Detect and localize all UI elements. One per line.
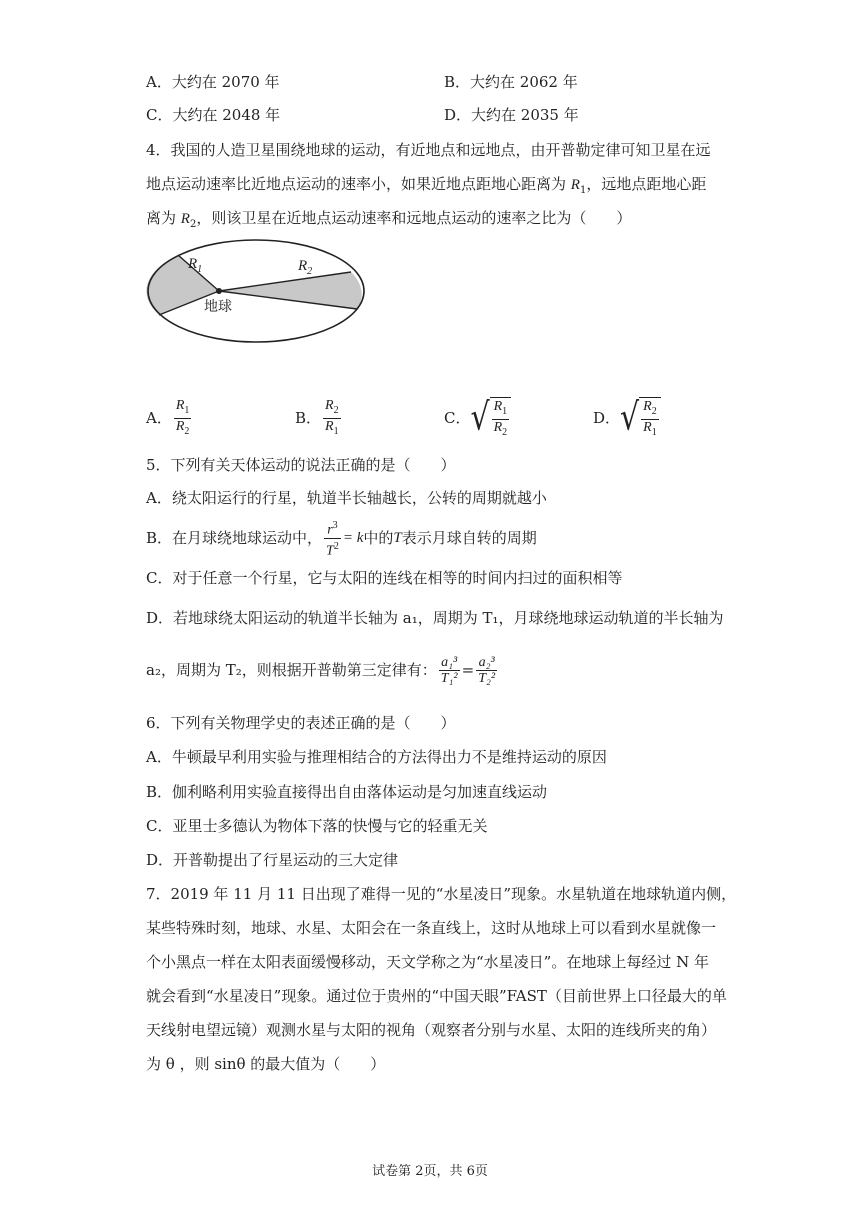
q4-stem-line2: 地点运动速率比近地点运动的速率小，如果近地点距地心距离为 $R_1$，远地点距地心距 xyxy=(146,175,707,196)
q6-stem: 6．下列有关物理学史的表述正确的是（ ） xyxy=(146,714,456,732)
q5-option-d-line2: a₂，周期为 T₂，则根据开普勒第三定律有： $\frac{\text{a₁³}}{\text{T₁²}}$ = $\frac{\text{a₂³}}{\text{T₂²}}$ xyxy=(146,654,496,686)
q5-option-c: C．对于任意一个行星，它与太阳的连线在相等的时间内扫过的面积相等 xyxy=(146,569,623,587)
q7-stem-line6: 为 θ ，则 sinθ 的最大值为（ ） xyxy=(146,1055,386,1073)
diagram-label-r2: $R_2$ xyxy=(298,258,313,277)
q3-option-c: C．大约在 2048 年 xyxy=(146,106,281,124)
sqrt-sign: √ $\frac{R_2}{R_1}$ xyxy=(620,397,661,440)
q3-option-b: B．大约在 2062 年 xyxy=(444,73,578,91)
q6-option-c: C．亚里士多德认为物体下落的快慢与它的轻重无关 xyxy=(146,817,488,835)
q4-option-c: C． √ $\frac{R_1}{R_2}$ xyxy=(444,398,511,438)
q4-stem-line3: 离为 $R_2$，则该卫星在近地点运动速率和远地点运动的速率之比为（ ） xyxy=(146,209,632,230)
q6-option-d: D．开普勒提出了行星运动的三大定律 xyxy=(146,851,399,869)
sqrt-sign: √ $\frac{R_1}{R_2}$ xyxy=(470,397,511,440)
q7-stem-line5: 天线射电望远镜）观测水星与太阳的视角（观察者分别与水星、太阳的连线所夹的角） xyxy=(146,1021,717,1039)
q7-stem-line2: 某些特殊时刻，地球、水星、太阳会在一条直线上，这时从地球上可以看到水星就像一 xyxy=(146,919,717,937)
q5-option-b: B．在月球绕地球运动中， $\frac{r^3}{T^2}$ = k 中的 T 表示月球自转的周期 xyxy=(146,519,537,559)
page-footer: 试卷第 2页，共 6页 xyxy=(372,1164,488,1179)
q3-option-a: A．大约在 2070 年 xyxy=(146,73,280,91)
earth-point xyxy=(216,288,222,294)
orbit-diagram xyxy=(146,236,366,348)
q6-option-a: A．牛顿最早利用实验与推理相结合的方法得出力不是维持运动的原因 xyxy=(146,748,607,766)
q5-option-d-line1: D．若地球绕太阳运动的轨道半长轴为 a₁，周期为 T₁，月球绕地球运动轨道的半长轴为 xyxy=(146,609,724,627)
q7-stem-line4: 就会看到“水星凌日”现象。通过位于贵州的“中国天眼”FAST（目前世界上口径最大的单 xyxy=(146,987,727,1005)
diagram-label-earth: 地球 xyxy=(204,299,232,315)
q7-stem-line3: 个小黑点一样在太阳表面缓慢移动，天文学称之为“水星凌日”。在地球上每经过 N 年 xyxy=(146,953,710,971)
q4-option-b: B． $\frac{R_2}{R_1}$ xyxy=(295,397,339,437)
orbit-swept-area-right xyxy=(219,272,362,309)
diagram-label-r1: $R_1$ xyxy=(188,256,203,275)
q4-option-d: D． √ $\frac{R_2}{R_1}$ xyxy=(593,398,661,438)
q3-option-d: D．大约在 2035 年 xyxy=(444,106,579,124)
q6-option-b: B．伽利略利用实验直接得出自由落体运动是匀加速直线运动 xyxy=(146,783,548,801)
q7-stem-line1: 7．2019 年 11 月 11 日出现了难得一见的“水星凌日”现象。水星轨道在地球轨道内侧， xyxy=(146,885,737,903)
q4-stem-line1: 4．我国的人造卫星围绕地球的运动，有近地点和远地点，由开普勒定律可知卫星在远 xyxy=(146,141,711,159)
q5-stem: 5．下列有关天体运动的说法正确的是（ ） xyxy=(146,456,456,474)
q5-option-a: A．绕太阳运行的行星，轨道半长轴越长，公转的周期就越小 xyxy=(146,489,547,507)
q4-option-a: A． $\frac{R_1}{R_2}$ xyxy=(146,397,190,437)
